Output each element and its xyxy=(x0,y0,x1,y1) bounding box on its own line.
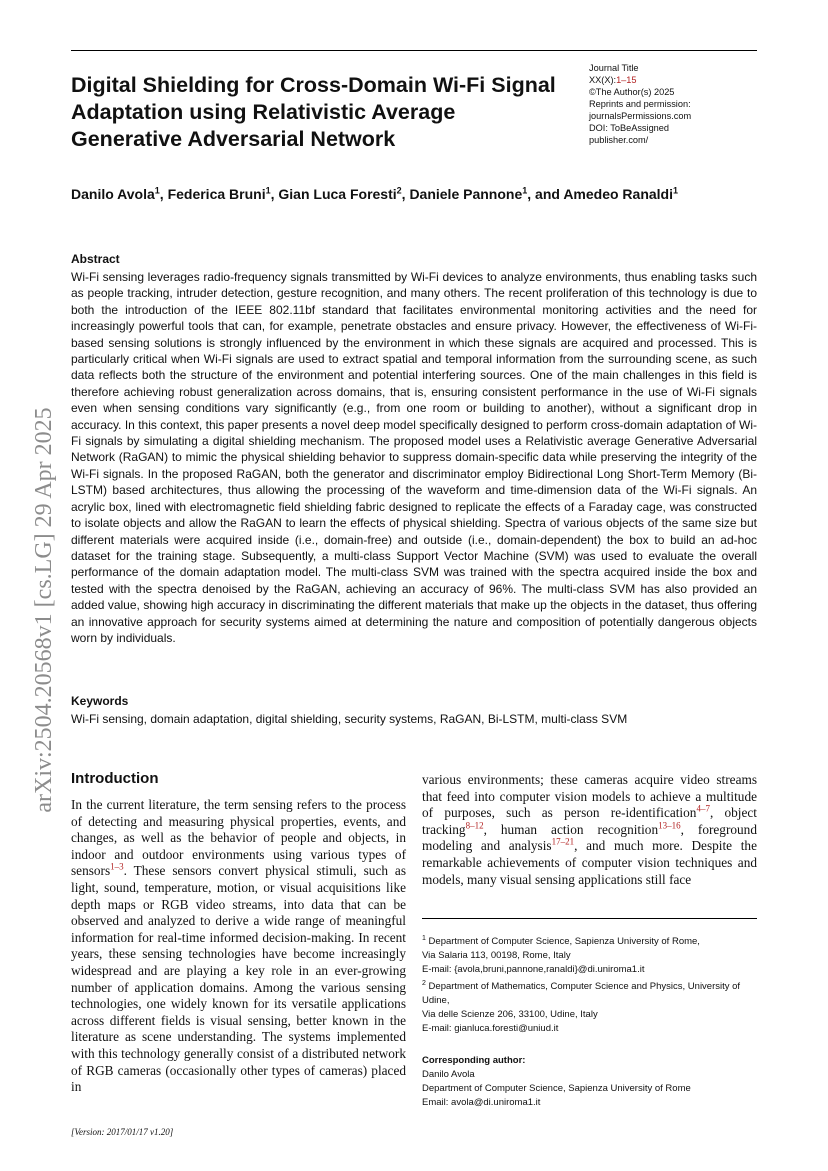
doi: DOI: ToBeAssigned xyxy=(589,123,670,133)
paper-title: Digital Shielding for Cross-Domain Wi-Fi Signal Adaptation using Relativistic Average Generative Adversarial Network xyxy=(71,73,556,151)
citation-link[interactable]: 13–16 xyxy=(658,820,681,831)
reprints: Reprints and permission: xyxy=(589,99,691,109)
journal-meta xyxy=(589,62,757,146)
author: Gian Luca Foresti$^2$, xyxy=(278,185,410,202)
citation-link[interactable]: 8–12 xyxy=(465,820,484,831)
author: Amedeo Ranaldi$^1$ xyxy=(563,185,679,202)
corresponding-author-email: Email: avola@di.uniroma1.it xyxy=(422,1097,541,1109)
author: Daniele Pannone$^1$, and xyxy=(409,185,564,202)
arxiv-stamp xyxy=(12,360,68,860)
top-rule xyxy=(71,50,757,51)
corresponding-author-dept: Department of Computer Science, Sapienza University of Rome xyxy=(422,1083,691,1095)
version-stamp: [Version: 2017/01/17 v1.20] xyxy=(71,1127,174,1137)
arxiv-stamp-text: arXiv:2504.20568v1 [cs.LG] 29 Apr 2025 xyxy=(31,407,57,813)
author-list xyxy=(71,180,771,204)
intro-left-column: In the current literature, the term sensing refers to the process of detecting and measuring physical properties, events, and changes, as well as the behavior of people and objects, in indoor and outdoor environments using various types of sensors$^{1-3}$. These sensors convert physical stimuli, such as light, sound, temperature, motion, or visual acquisitions like depth maps or RGB video streams, into data that can be observed and analyzed to derive a wide range of meaningful information for real-time informed decision-making. In recent years, these sensing technologies have become increasingly widespread and are playing a key role in an ever-growing number of application domains. Among the various sensing technologies, one widely known for its versatile applications across different fields is visual sensing, better known in the literature as scene understanding. The systems implemented with this technology generally consist of a distributed network of RGB cameras (occasionally other types of cameras) placed in xyxy=(71,797,406,1095)
copyright: ©The Author(s) 2025 xyxy=(589,87,675,97)
corresponding-author-name: Danilo Avola xyxy=(422,1069,475,1081)
page-range[interactable]: 1–15 xyxy=(616,75,637,85)
citation-link[interactable]: 17–21 xyxy=(551,836,575,847)
journal-title: Journal Title xyxy=(589,63,639,73)
corresponding-author-label: Corresponding author: xyxy=(422,1055,526,1067)
author: Danilo Avola$^1$, xyxy=(71,185,168,202)
journal-volume: XX(X):1–15 xyxy=(589,75,637,85)
footnote-rule xyxy=(422,918,757,919)
affiliation-2-email: E-mail: gianluca.foresti@uniud.it xyxy=(422,1023,559,1035)
permissions-site: journalsPermissions.com xyxy=(589,111,692,121)
affiliation-1: $^1$ Department of Computer Science, Sapienza University of Rome, xyxy=(422,935,700,948)
footnotes xyxy=(422,932,757,1110)
affiliation-2-address: Via delle Scienze 206, 33100, Udine, Italy xyxy=(422,1009,598,1021)
citation-link[interactable]: 4–7 xyxy=(696,803,710,814)
author: Federica Bruni$^1$, xyxy=(167,185,279,202)
citation-link[interactable]: 1–3 xyxy=(110,861,124,872)
abstract-heading: Abstract xyxy=(71,252,120,266)
affiliation-1-address: Via Salaria 113, 00198, Rome, Italy xyxy=(422,950,571,962)
abstract-text: Wi-Fi sensing leverages radio-frequency signals transmitted by Wi-Fi devices to analyze environments, thus enabling tasks such as people tracking, intruder detection, gesture recognition, and many others. The recent proliferation of this technology is due to both the introduction of the IEEE 802.11bf standard that facilitates environmental monitoring activities and the need for increasingly powerful tools that can, for example, penetrate obstacles and ensure privacy. However, the effectiveness of Wi-Fi-based sensing solutions is strongly influenced by the environment in which these signals are acquired and processed. This is particularly critical when Wi-Fi signals are used to extract spatial and temporal information from the surrounding scene, as such data reflects both the structure of the environment and potential interfering sources. One of the main challenges in this field is therefore achieving robust generalization across domains, that is, ensuring consistent performance in the use of Wi-Fi signals even when sensing conditions vary significantly (e.g., from one room or building to another), without a significant drop in accuracy. In this context, this paper presents a novel deep model specifically designed to perform cross-domain adaptation of Wi-Fi signals by simulating a digital shielding mechanism. The proposed model uses a Relativistic average Generative Adversarial Network (RaGAN) to mimic the physical shielding behavior to suppress domain-specific data while preserving the integrity of the Wi-Fi signals. In the proposed RaGAN, both the generator and discriminator employ Bidirectional Long Short-Term Memory (Bi-LSTM) based architectures, thus allowing the processing of the waveform and time-dimension data of the Wi-Fi signals. An acrylic box, lined with electromagnetic field shielding fabric designed to replicate the effects of a Faraday cage, was constructed to isolate objects and allow the RaGAN to learn the effects of physical shielding. Spectra of various objects of the same size but different materials were acquired inside (i.e., domain-free) and outside (i.e., domain-dependent) the box to build an ad-hoc dataset for the training stage. Subsequently, a multi-class Support Vector Machine (SVM) was used to evaluate the overall performance of the domain adaptation model. The multi-class SVM was trained with the spectra acquired inside the box and tested with the spectra denoised by the RaGAN, achieving an accuracy of 96%. The multi-class SVM has also provided an added value, showing high accuracy in discriminating the different materials that make up the objects in the dataset, thus offering an innovative approach for security systems aimed at determining the nature and composition of potentially dangerous objects worn by individuals. xyxy=(71,270,757,645)
publisher: publisher.com/ xyxy=(589,135,649,145)
keywords-text: Wi-Fi sensing, domain adaptation, digital shielding, security systems, RaGAN, Bi-LSTM, multi-class SVM xyxy=(71,712,628,726)
affiliation-2: $^2$ Department of Mathematics, Computer Science and Physics, University of Udine, xyxy=(422,980,741,1007)
section-heading-introduction: Introduction xyxy=(71,770,159,787)
keywords-heading: Keywords xyxy=(71,694,129,708)
affiliation-1-email: E-mail: {avola,bruni,pannone,ranaldi}@di.uniroma1.it xyxy=(422,964,645,976)
intro-right-column: various environments; these cameras acquire video streams that feed into computer vision models to achieve a multitude of purposes, such as person re-identification$^{4-7}$, object tracking$^{8-12}$, human action recognition$^{13-16}$, foreground modeling and analysis$^{17-21}$, and much more. Despite the remarkable achievements of computer vision techniques and models, many visual sensing applications still face xyxy=(422,772,757,887)
